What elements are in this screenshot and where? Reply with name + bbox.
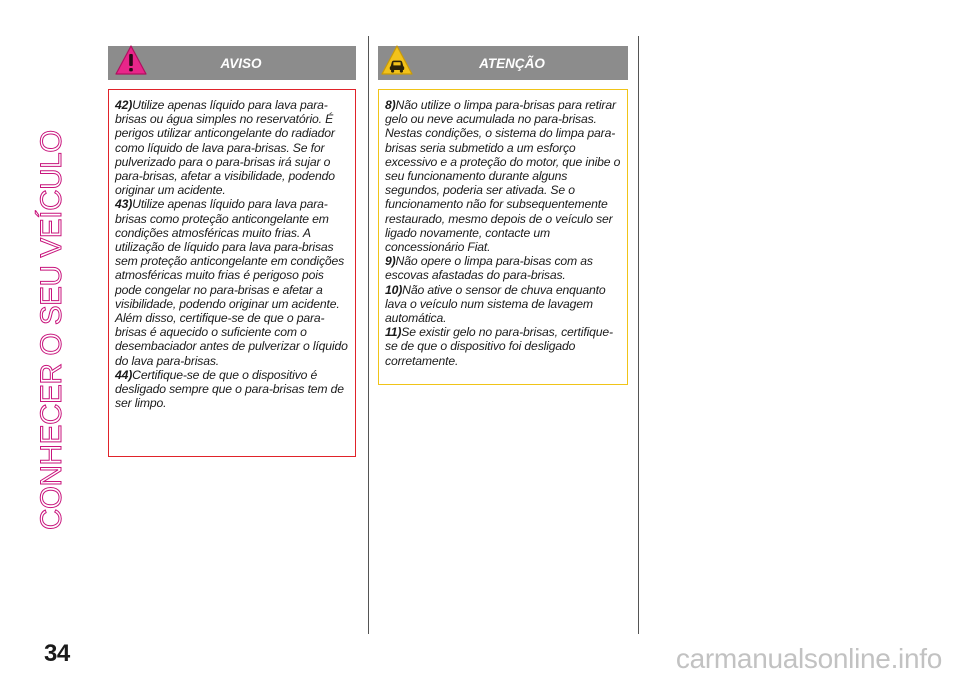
warning-item xyxy=(115,368,349,411)
caution-item xyxy=(385,325,621,368)
caution-box-title: ATENÇÃO xyxy=(479,56,545,71)
caution-item-number: 8) xyxy=(385,98,396,112)
warning-box-body xyxy=(108,89,356,457)
warning-box-header xyxy=(108,46,356,80)
watermark-text: carmanualsonline.info xyxy=(675,643,942,674)
caution-box-body xyxy=(378,89,628,385)
caution-item-text: Não ative o sensor de chuva enquanto lava o veículo num sistema de lavagem automática. xyxy=(385,282,606,326)
warning-box xyxy=(108,46,356,457)
warning-item-text: Utilize apenas líquido para lava para-brisas como proteção anticongelante em condições atmosféricas muito frias. A utilização de líquido para lava para-brisas sem proteção anticongelante em condições atmosféricas muito frias é perigoso pois pode congelar no para-brisas e afetar a visibilidade, podendo originar um acidente. Além disso, certifique-se de que o para-brisas é aquecido o suficiente com o desembaciador antes de pulverizar o líquido do lava para-brisas. xyxy=(115,197,348,368)
warning-item-text: Utilize apenas líquido para lava para-brisas ou água simples no reservatório. É perigos utilizar anticongelante do radiador como líquido de lava para-brisas. Se for pulverizado para o para-brisas irá sujar o para-brisas, afetar a visibilidade, podendo originar um acidente. xyxy=(115,98,335,198)
caution-item-number: 10) xyxy=(385,282,403,297)
caution-item xyxy=(385,283,621,326)
caution-item-text: Não opere o limpa para-bisas com as escovas afastadas do para-brisas. xyxy=(385,254,593,283)
caution-box-header xyxy=(378,46,628,80)
caution-item-text: Não utilize o limpa para-brisas para retirar gelo ou neve acumulada no para-brisas. Nestas condições, o sistema do limpa para-brisas seria submetido a um esforço excessivo e a proteção do motor, que inibe o seu funcionamento durante alguns segundos, poderia ser ativada. Se o funcionamento não for subsequentemente restaurado, mesmo depois de o veículo ser ligado novamente, contacte um concessionário Fiat. xyxy=(385,98,621,255)
caution-item-number: 11) xyxy=(385,325,402,340)
page-number: 34 xyxy=(44,640,70,667)
caution-item xyxy=(385,98,621,254)
column-divider-right xyxy=(638,36,639,634)
caution-item-text: Se existir gelo no para-brisas, certifique-se de que o dispositivo foi desligado corretamente. xyxy=(385,325,613,368)
column-divider-left xyxy=(368,36,369,634)
warning-item-number: 43) xyxy=(115,197,133,212)
caution-box xyxy=(378,46,628,385)
section-title-vertical: CONHECER O SEU VEÍCULO xyxy=(35,130,68,530)
warning-item xyxy=(115,197,349,367)
caution-item xyxy=(385,254,621,282)
warning-item-number: 42) xyxy=(115,98,133,112)
warning-item-text: Certifique-se de que o dispositivo é desligado sempre que o para-brisas tem de ser limpo. xyxy=(115,367,344,411)
caution-item-number: 9) xyxy=(385,254,396,269)
warning-item-number: 44) xyxy=(115,367,133,382)
warning-item xyxy=(115,98,349,197)
warning-box-title: AVISO xyxy=(220,56,262,71)
